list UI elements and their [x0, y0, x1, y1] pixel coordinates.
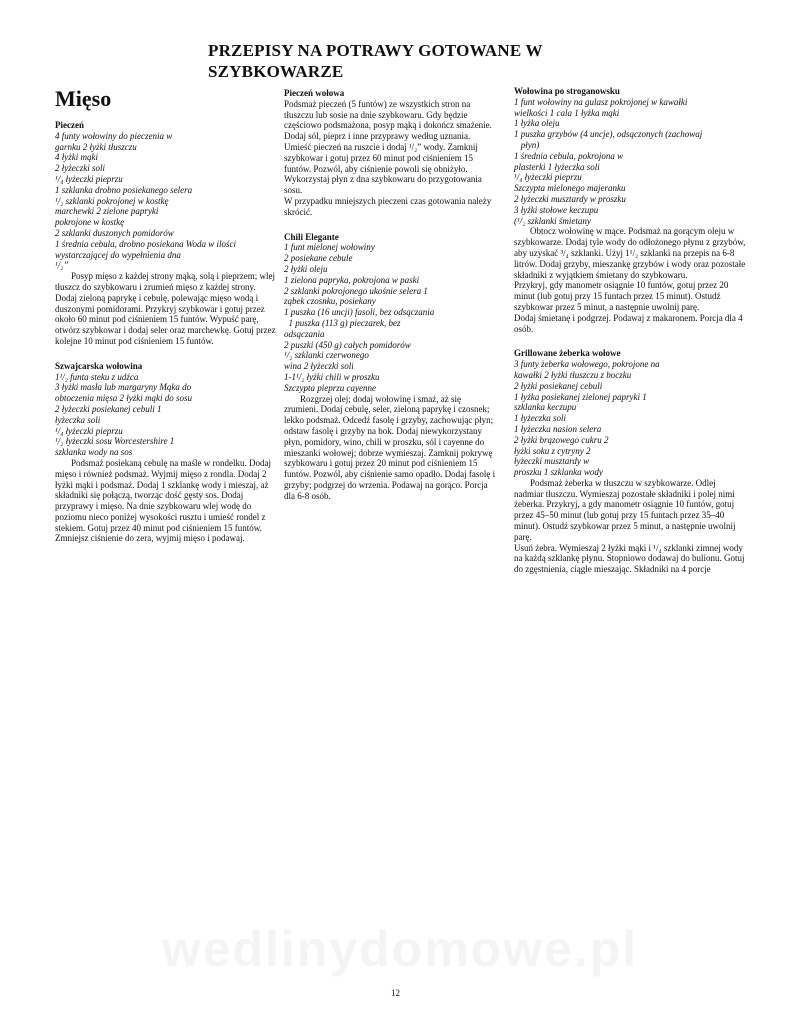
- ingredient-line: pokrojone w kostkę: [55, 217, 125, 228]
- ingredient-line: 2 łyżki oleju: [284, 263, 328, 274]
- ingredient-line: 1 średnia cebula, pokrojona w: [514, 150, 624, 161]
- ingredient-line: 4 łyżki mąki: [55, 152, 98, 163]
- ingredient-line: 2 szklanki duszonych pomidorów: [55, 227, 174, 238]
- recipe: [55, 361, 277, 545]
- ingredient-line: 2 łyżki brązowego cukru 2: [514, 434, 609, 445]
- ingredient-line: 1¹/₂ funta steku z udźca: [55, 371, 139, 382]
- ingredient-list: [514, 97, 746, 227]
- instructions: [514, 226, 746, 334]
- ingredient-line: 2 łyżeczki soli: [55, 163, 105, 174]
- ingredient-line: 1 szklanka drobno posiekanego selera: [55, 184, 193, 195]
- page-number: 12: [391, 988, 400, 998]
- column-3: [514, 86, 746, 589]
- recipe-title: Chili Elegante: [284, 231, 339, 242]
- ingredient-line: 1 funt wołowiny na gulasz pokrojonej w kawałki: [514, 96, 688, 107]
- instructions: [284, 99, 496, 218]
- ingredient-line: ząbek czosnku, posiekany: [284, 296, 376, 307]
- ingredient-line: obtoczenia mięsa 2 łyżki mąki do sosu: [55, 393, 192, 404]
- recipe-title: Pieczeń wołowa: [284, 88, 345, 98]
- ingredient-line: odsączania: [284, 328, 325, 339]
- instructions: [55, 271, 277, 347]
- ingredient-line: ¹/₂ szklanki pokrojonej w kostkę: [55, 195, 169, 206]
- instruction-paragraph: Rozgrzej olej; dodaj wołowinę i smaż, aż się zrumieni. Dodaj cebulę, seler, zieloną paprykę i czosnek; lekko podsmaż. Odcedź fasolę i grzyby, zachowując płyn; odstaw fasolę i grzyby na bok. Dodaj niewykorzystany płyn, pomidory, wino, chili w proszku, sól i cayenne do mieszanki wołowej; dobrze wymieszaj. Zamknij pokrywę szybkowaru i gotuj przez 20 minut pod ciśnieniem 15 funtów. Pozwól, aby ciśnienie samo opadło. Dodaj fasolę i grzyby; podgrzej do wrzenia. Podawaj na gorąco. Porcja dla 6-8 osób.: [284, 393, 496, 501]
- ingredient-line: Szczypta pieprzu cayenne: [284, 382, 376, 393]
- ingredient-line: (¹/₂ szklanki śmietany: [514, 215, 591, 226]
- ingredient-line: 3 funty żeberka wołowego, pokrojone na: [514, 359, 660, 370]
- ingredient-line: 1 zielona papryka, pokrojona w paski: [284, 274, 420, 285]
- ingredient-line: 1 łyżeczka soli: [514, 413, 566, 424]
- ingredient-line: 4 funty wołowiny do pieczenia w: [55, 130, 173, 141]
- ingredient-line: marchewki 2 zielone papryki: [55, 206, 159, 217]
- recipe-title: Pieczeń: [55, 120, 84, 130]
- ingredient-line: 2 szklanki pokrojonego ukośnie selera 1: [284, 285, 428, 296]
- ingredient-line: ¹/₂ łyżeczki sosu Worcestershire 1: [55, 436, 175, 447]
- ingredient-list: [514, 359, 746, 478]
- ingredient-line: ¹/₄ łyżeczki pieprzu: [55, 173, 123, 184]
- ingredient-line: łyżki soku z cytryny 2: [514, 445, 591, 456]
- recipe: [284, 232, 496, 502]
- recipe: [284, 88, 496, 218]
- ingredient-line: 2 puszki (450 g) całych pomidorów: [284, 339, 411, 350]
- ingredient-list: [55, 131, 277, 271]
- ingredient-line: 1 średnia cebula, drobno posiekana Woda w ilości: [55, 238, 236, 249]
- ingredient-line: 1 puszka (113 g) pieczarek, bez: [284, 317, 401, 328]
- ingredient-line: Szczypta mielonego majeranku: [514, 183, 626, 194]
- ingredient-list: [55, 372, 277, 458]
- recipe-title: Wołowina po stroganowsku: [514, 86, 620, 96]
- ingredient-line: ¹/₄ łyżeczki pieprzu: [514, 172, 582, 183]
- ingredient-line: wystarczającej do wypełnienia dna: [55, 249, 181, 260]
- ingredient-line: 1 łyżka oleju: [514, 118, 560, 129]
- instruction-paragraph: Dodaj śmietanę i podgrzej. Podawaj z makaronem. Porcja dla 4 osób.: [514, 312, 743, 334]
- ingredient-line: kawałki 2 łyżki tłuszczu z boczku: [514, 369, 632, 380]
- ingredient-line: 2 łyżki posiekanej cebuli: [514, 380, 603, 391]
- instruction-paragraph: Przykryj, gdy manometr osiągnie 10 funtów, gotuj przez 20 minut (lub gotuj przy 15 funtach przez 15 minut). Ostudź szybkowar przez 5 minut, a następnie uwolnij parę.: [514, 280, 729, 312]
- ingredient-line: płyn): [514, 139, 540, 150]
- ingredient-line: wina 2 łyżeczki soli: [284, 361, 354, 372]
- ingredient-line: proszku 1 szklanka wody: [514, 467, 603, 478]
- ingredient-line: 3 łyżki stołowe keczupu: [514, 204, 599, 215]
- ingredient-line: 1 łyżka posiekanej zielonej papryki 1: [514, 391, 647, 402]
- instruction-paragraph: W przypadku mniejszych pieczeni czas gotowania należy skrócić.: [284, 195, 492, 217]
- watermark: [60, 920, 740, 978]
- ingredient-line: 3 łyżki masła lub margaryny Mąka do: [55, 382, 192, 393]
- column-2: [284, 88, 496, 515]
- ingredient-line: ¹/₄ łyżeczki pieprzu: [55, 425, 123, 436]
- ingredient-line: wielkości 1 cala 1 łyżka mąki: [514, 107, 620, 118]
- ingredient-line: 2 łyżeczki musztardy w proszku: [514, 193, 626, 204]
- ingredient-line: 2 łyżeczki posiekanej cebuli 1: [55, 403, 162, 414]
- page-title: PRZEPISY NA POTRAWY GOTOWANE W SZYBKOWARZE: [208, 41, 543, 81]
- ingredient-line: łyżeczki musztardy w: [514, 456, 590, 467]
- instructions: [514, 478, 746, 575]
- instructions: [55, 458, 277, 544]
- instruction-paragraph: Posyp mięso z każdej strony mąką, solą i pieprzem; wlej tłuszcz do szybkowaru i zrumień mięso z każdej strony. Dodaj zieloną paprykę i cebulę, polewając mięso wodą i duszonymi pomidorami. Przykryj szybkowar i gotuj przez około 60 minut pod ciśnieniem 15 funtów. Wypuść parę, otwórz szybkowar i dodaj seler oraz marchewkę. Gotuj przez kolejne 10 minut pod ciśnieniem 15 funtów.: [55, 271, 276, 346]
- recipe: [55, 120, 277, 347]
- ingredient-line: 1 funt mielonej wołowiny: [284, 242, 375, 253]
- section-title: Mięso: [55, 86, 112, 111]
- instruction-paragraph: Obtocz wołowinę w mące. Podsmaż na gorącym oleju w szybkowarze. Dodaj tyle wody do odłożonego płynu z grzybów, aby uzyskać ³/₄ szklanki. Użyj 1¹/₂ szklanki na przepis na 6-8 litrów. Dodaj grzyby, mieszankę grzybów i wody oraz pozostałe składniki z wyjątkiem śmietany do szybkowaru.: [514, 226, 746, 280]
- instruction-paragraph: Podsmaż posiekaną cebulę na maśle w rondelku. Dodaj mięso i również podsmaż. Wyjmij mięso z rondla. Dodaj 2 łyżki mąki i podsmaż. Dodaj 1 szklankę wody i mieszaj, aż składniki się połączą, tworząc dość gęsty sos. Dodaj przyprawy i mięso. Na dnie szybkowaru wlej wodę do poziomu nieco poniżej wysokości rusztu i umieść rondel z stekiem. Gotuj przez 40 minut pod ciśnieniem 15 funtów. Zmniejsz ciśnienie do zera, wyjmij mięso i podawaj.: [55, 457, 271, 544]
- ingredient-line: ¹/₂”: [55, 260, 69, 271]
- instruction-paragraph: Podsmaż pieczeń (5 funtów) ze wszystkich stron na tłuszczu lub sosie na dnie szybkowaru. Gdy będzie częściowo podsmażona, posyp mąką i dokończ smażenie. Dodaj sól, pieprz i inne przyprawy według uznania. Umieść pieczeń na ruszcie i dodaj ¹/₂” wody. Zamknij szybkowar i gotuj przez 60 minut pod ciśnieniem 15 funtów. Pozwól, aby ciśnienie powoli się obniżyło. Wykorzystaj płyn z dna szybkowaru do przygotowania sosu.: [284, 98, 492, 196]
- instructions: [284, 394, 496, 502]
- ingredient-line: szklanka keczupu: [514, 402, 577, 413]
- ingredient-line: garnku 2 łyżki tłuszczu: [55, 141, 137, 152]
- ingredient-line: plasterki 1 łyżeczka soli: [514, 161, 600, 172]
- ingredient-line: ¹/₂ szklanki czerwonego: [284, 350, 369, 361]
- recipe-title: Grillowane żeberka wołowe: [514, 348, 621, 359]
- ingredient-line: szklanka wody na sos: [55, 447, 133, 458]
- ingredient-line: 1-1¹/₂ łyżki chili w proszku: [284, 371, 380, 382]
- ingredient-line: 1 puszka grzybów (4 uncje), odsączonych (zachowaj: [514, 129, 703, 140]
- ingredient-line: łyżeczka soli: [55, 414, 101, 425]
- ingredient-line: 1 puszka (16 uncji) fasoli, bez odsączania: [284, 307, 435, 318]
- instruction-paragraph: Usuń żebra. Wymieszaj 2 łyżki mąki i ¹/₄ szklanki zimnej wody na każdą szklankę płynu. Stopniowo dodawaj do bulionu. Gotuj do zgęstnienia, ciągle mieszając. Składniki na 4 porcje: [514, 542, 745, 575]
- instruction-paragraph: Podsmaż żeberka w tłuszczu w szybkowarze. Odlej nadmiar tłuszczu. Wymieszaj pozostałe składniki i polej nimi żeberka. Przykryj, a gdy manometr osiągnie 10 funtów, gotuj przez 45–50 minut (lub gotuj przy 15 funtach przez 35–40 minut). Ostudź szybkowar przez 5 minut, a następnie uwolnij parę.: [514, 477, 736, 542]
- ingredient-line: 2 posiekane cebule: [284, 253, 353, 264]
- ingredient-list: [284, 242, 496, 393]
- recipe: [514, 348, 746, 575]
- ingredient-line: 1 łyżeczka nasion selera: [514, 423, 602, 434]
- column-1: [55, 86, 277, 558]
- recipe: [514, 86, 746, 334]
- recipe-title: Szwajcarska wołowina: [55, 360, 143, 371]
